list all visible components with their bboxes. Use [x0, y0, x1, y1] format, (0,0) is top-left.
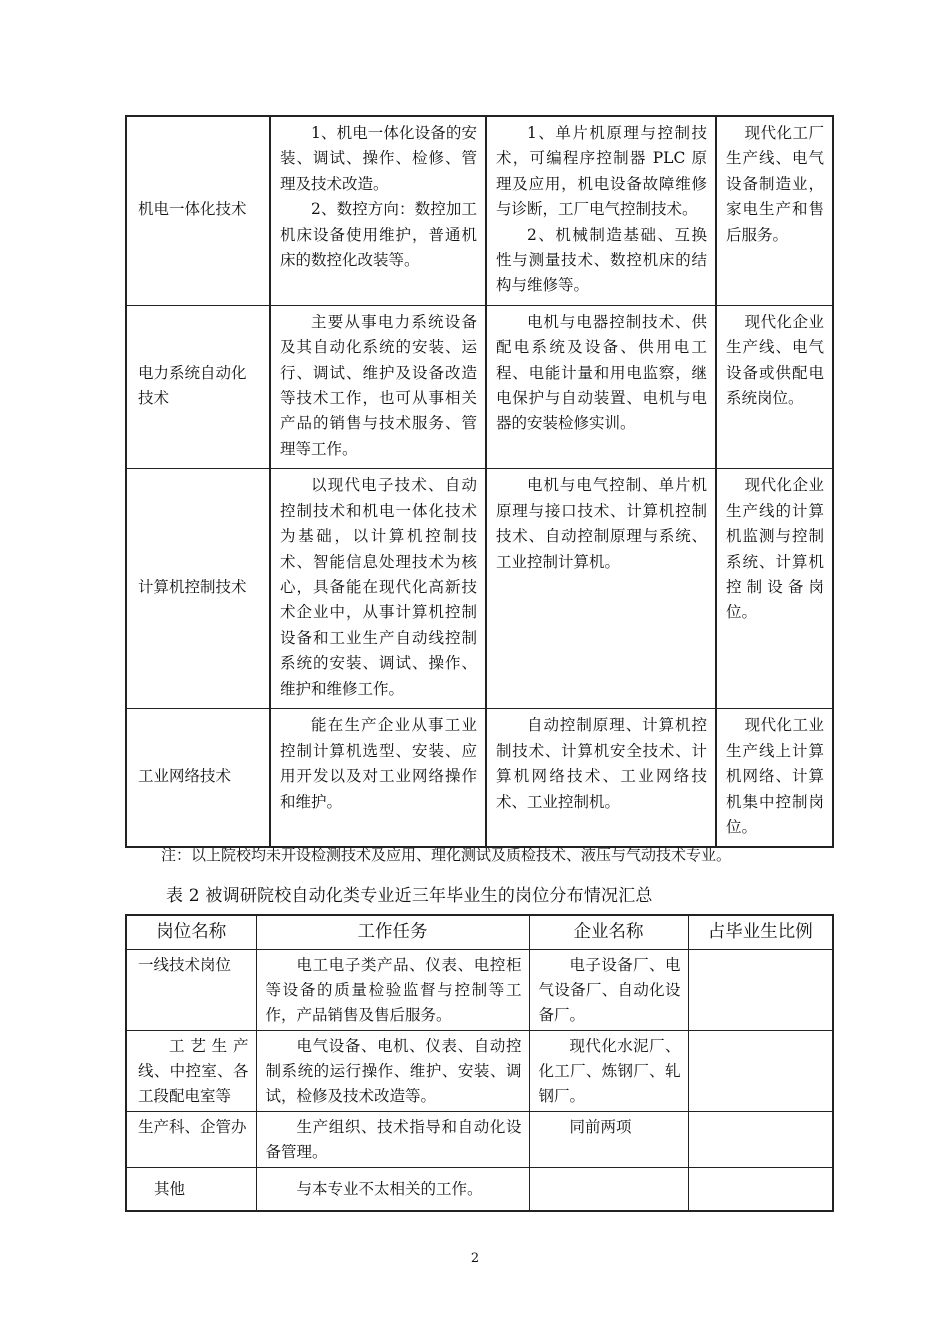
post-text: 其他: [154, 1179, 186, 1198]
page-number: 2: [470, 1251, 480, 1266]
table-note: 注：以上院校均未开设检测技术及应用、理化测试及质检技术、液压与气动技术专业。: [161, 846, 732, 864]
task-text: 电工电子类产品、仪表、电控柜等设备的质量检验监督与控制等工作，产品销售及售后服务。: [265, 956, 522, 1024]
job-paragraph: 现代化企业生产线的计算机监测与控制系统、计算机控制设备岗位。: [726, 476, 824, 622]
work-content: [270, 116, 486, 305]
company-text: 同前两项: [569, 1118, 632, 1136]
work-paragraph: 2、数控方向：数控加工机床设备使用维护，普通机床的数控化改装等。: [280, 200, 477, 270]
job-paragraph: 现代化工业生产线上计算机网络、计算机集中控制岗位。: [726, 716, 824, 836]
table-header-row: [126, 915, 833, 950]
course-paragraph: 自动控制原理、计算机控制技术、计算机安全技术、计算机网络技术、工业网络技术、工业控制机。: [496, 716, 707, 811]
work-content: [270, 709, 486, 848]
post-distribution-table: [125, 914, 834, 1212]
table-row: [126, 709, 833, 848]
company-cell: [529, 1168, 688, 1211]
table-row: [126, 950, 833, 1031]
table-row: [126, 1112, 833, 1168]
work-paragraph: 1、机电一体化设备的安装、调试、操作、检修、管理及技术改造。: [280, 124, 477, 193]
job-content: [716, 469, 833, 709]
task-text: 生产组织、技术指导和自动化设备管理。: [265, 1118, 522, 1161]
major-name: 机电一体化技术: [126, 116, 270, 305]
company-cell: [529, 1031, 688, 1112]
major-name: 计算机控制技术: [126, 469, 270, 709]
ratio-cell: [688, 1031, 833, 1112]
table-row: [126, 1031, 833, 1112]
work-paragraph: 以现代电子技术、自动控制技术和机电一体化技术为基础，以计算机控制技术、智能信息处理技术为核心，具备能在现代化高新技术企业中，从事计算机控制设备和工业生产自动线控制系统的安装、调试、操作、维护和维修工作。: [280, 476, 477, 698]
post-cell: 生产科、企管办: [126, 1112, 256, 1168]
course-content: [486, 116, 716, 305]
company-cell: [529, 1112, 688, 1168]
company-text: 电子设备厂、电气设备厂、自动化设备厂。: [538, 956, 681, 1024]
column-header: 岗位名称: [126, 915, 256, 950]
majors-table: [125, 115, 834, 848]
post-cell: 一线技术岗位: [126, 950, 256, 1031]
column-header: 占毕业生比例: [688, 915, 833, 950]
job-content: [716, 116, 833, 305]
work-paragraph: 主要从事电力系统设备及其自动化系统的安装、运行、调试、维护及设备改造等技术工作，也可从事相关产品的销售与技术服务、管理等工作。: [280, 312, 477, 458]
job-content: [716, 305, 833, 468]
major-name: 电力系统自动化技术: [126, 305, 270, 468]
ratio-cell: [688, 1168, 833, 1211]
company-text: 现代化水泥厂、化工厂、炼钢厂、轧钢厂。: [538, 1037, 681, 1105]
table-row: [126, 116, 833, 305]
course-content: [486, 469, 716, 709]
ratio-cell: [688, 950, 833, 1031]
job-content: [716, 709, 833, 848]
course-paragraph: 2、机械制造基础、互换性与测量技术、数控机床的结构与维修等。: [496, 225, 707, 295]
course-content: [486, 305, 716, 468]
course-paragraph: 电机与电气控制、单片机原理与接口技术、计算机控制技术、自动控制原理与系统、工业控制计算机。: [496, 476, 707, 571]
column-header: 工作任务: [256, 915, 529, 950]
work-paragraph: 能在生产企业从事工业控制计算机选型、安装、应用开发以及对工业网络操作和维护。: [280, 716, 477, 811]
company-cell: [529, 950, 688, 1031]
job-paragraph: 现代化工厂生产线、电气设备制造业，家电生产和售后服务。: [726, 124, 824, 244]
ratio-cell: [688, 1112, 833, 1168]
major-name: 工业网络技术: [126, 709, 270, 848]
course-paragraph: 电机与电器控制技术、供配电系统及设备、供用电工程、电能计量和用电监察，继电保护与自动装置、电机与电器的安装检修实训。: [496, 312, 707, 433]
task-cell: [256, 950, 529, 1031]
task-cell: [256, 1112, 529, 1168]
course-content: [486, 709, 716, 848]
table-row: [126, 1168, 833, 1211]
table-row: [126, 305, 833, 468]
post-text: 工艺生产线、中控室、各工段配电室等: [138, 1037, 249, 1105]
post-cell: [126, 1031, 256, 1112]
course-paragraph: 1、单片机原理与控制技术，可编程序控制器 PLC 原理及应用，机电设备故障维修与诊断，工厂电气控制技术。: [496, 124, 707, 219]
column-header: 企业名称: [529, 915, 688, 950]
table-caption: 表 2 被调研院校自动化类专业近三年毕业生的岗位分布情况汇总: [166, 886, 653, 906]
table-row: [126, 469, 833, 709]
task-cell: [256, 1168, 529, 1211]
work-content: [270, 469, 486, 709]
task-cell: [256, 1031, 529, 1112]
post-cell: [126, 1168, 256, 1211]
work-content: [270, 305, 486, 468]
job-paragraph: 现代化企业生产线、电气设备或供配电系统岗位。: [726, 312, 824, 408]
task-text: 与本专业不太相关的工作。: [296, 1179, 483, 1198]
task-text: 电气设备、电机、仪表、自动控制系统的运行操作、维护、安装、调试，检修及技术改造等。: [265, 1037, 522, 1105]
